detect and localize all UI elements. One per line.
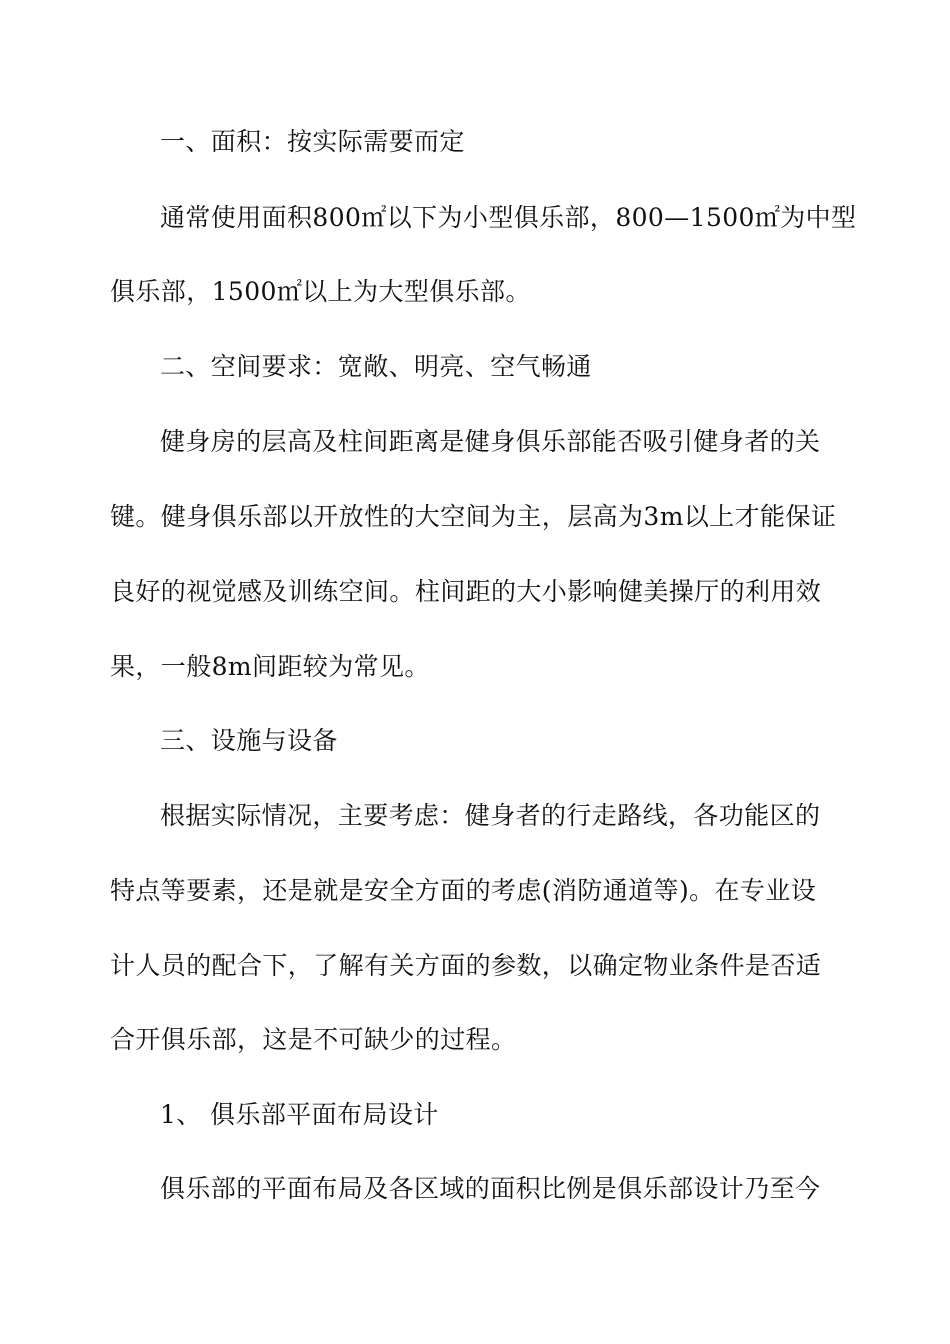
heading-space: 二、空间要求：宽敞、明亮、空气畅通 [160,352,592,381]
paragraph-line: 计人员的配合下，了解有关方面的参数，以确定物业条件是否适 [110,951,822,980]
paragraph-line: 俱乐部，1500㎡以上为大型俱乐部。 [110,277,531,306]
paragraph-line: 根据实际情况，主要考虑：健身者的行走路线，各功能区的 [160,801,821,830]
paragraph-line: 果，一般8m间距较为常见。 [110,652,430,681]
paragraph-line: 俱乐部的平面布局及各区域的面积比例是俱乐部设计乃至今 [160,1174,821,1203]
heading-layout-design: 1、 俱乐部平面布局设计 [160,1100,439,1129]
paragraph-line: 特点等要素，还是就是安全方面的考虑(消防通道等)。在专业设 [110,876,817,905]
paragraph-line: 良好的视觉感及训练空间。柱间距的大小影响健美操厅的利用效 [110,577,822,606]
heading-facilities: 三、设施与设备 [160,726,338,755]
paragraph-line: 键。健身俱乐部以开放性的大空间为主，层高为3m以上才能保证 [110,502,837,531]
paragraph-line: 通常使用面积800㎡以下为小型俱乐部，800—1500㎡为中型 [160,203,857,232]
paragraph-line: 合开俱乐部，这是不可缺少的过程。 [110,1025,517,1054]
paragraph-line: 健身房的层高及柱间距离是健身俱乐部能否吸引健身者的关 [160,427,821,456]
heading-area: 一、面积：按实际需要而定 [160,127,465,156]
